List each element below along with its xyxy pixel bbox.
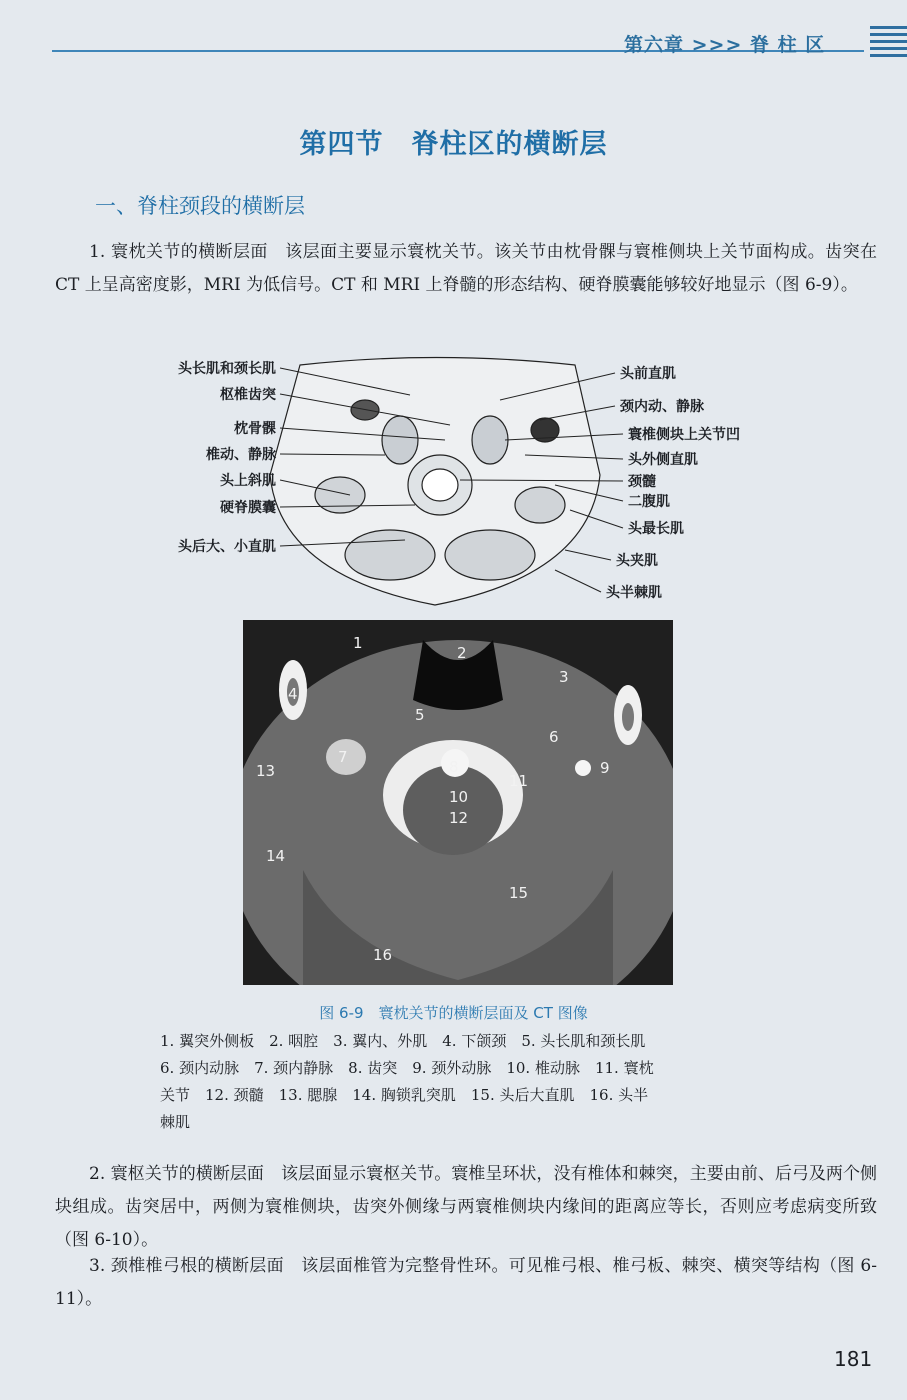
ct-label: 1 [353, 634, 363, 652]
diagram-label-left: 头长肌和颈长肌 [178, 361, 276, 377]
diagram-label-right: 寰椎侧块上关节凹 [628, 427, 740, 443]
legend-line: 关节 12. 颈髓 13. 腮腺 14. 胸锁乳突肌 15. 头后大直肌 16. 头半 [160, 1086, 649, 1104]
ct-image [243, 620, 673, 985]
ct-label: 2 [457, 644, 467, 662]
ct-label: 4 [288, 685, 298, 703]
diagram-label-right: 头外侧直肌 [628, 452, 698, 468]
ct-label: 15 [509, 884, 529, 902]
paragraph-2: 2. 寰枢关节的横断层面 该层面显示寰枢关节。寰椎呈环状，没有椎体和棘突，主要由前、后弓及两个侧块组成。齿突居中，两侧为寰椎侧块，齿突外侧缘与两寰椎侧块内缘间的距离应等长，否则应考虑病变所致（图 6-10）。 [55, 1164, 877, 1250]
page-number: 181 [834, 1347, 873, 1371]
ct-label: 10 [449, 788, 469, 806]
ct-label: 14 [266, 847, 286, 865]
paragraph-1: 1. 寰枕关节的横断层面 该层面主要显示寰枕关节。该关节由枕骨髁与寰椎侧块上关节面构成。齿突在 CT 上呈高密度影，MRI 为低信号。CT 和 MRI 上脊髓的形态结构、硬脊膜囊能够较好地显示（图 6-9）。 [55, 242, 877, 295]
diagram-label-right: 头最长肌 [628, 521, 684, 537]
legend-line: 1. 翼突外侧板 2. 咽腔 3. 翼内、外肌 4. 下颌颈 5. 头长肌和颈长肌 [160, 1032, 646, 1050]
paragraph-3: 3. 颈椎椎弓根的横断层面 该层面椎管为完整骨性环。可见椎弓根、椎弓板、棘突、横突等结构（图 6-11）。 [55, 1256, 877, 1309]
leader-line [555, 570, 601, 592]
ct-label: 16 [373, 946, 393, 964]
ct-label: 12 [449, 809, 469, 827]
diagram-label-right: 头前直肌 [620, 366, 676, 382]
diagram-label-left: 枢椎齿突 [220, 387, 276, 403]
diagram-label-left: 椎动、静脉 [206, 447, 276, 463]
ct-label: 6 [549, 728, 559, 746]
figure-legend [160, 1028, 760, 1136]
diagram-label-right: 颈髓 [628, 474, 656, 490]
subsection-title: 一、脊柱颈段的横断层 [95, 194, 305, 218]
chapter-header: 第六章 >>> 脊 柱 区 [624, 34, 826, 56]
diagram-label-right: 颈内动、静脉 [620, 399, 704, 415]
ct-label: 8 [449, 758, 459, 776]
ct-label: 9 [600, 759, 610, 777]
figure-caption: 图 6-9 寰枕关节的横断层面及 CT 图像 [319, 1004, 588, 1022]
diagram-label-left: 头上斜肌 [220, 473, 276, 489]
legend-line: 6. 颈内动脉 7. 颈内静脉 8. 齿突 9. 颈外动脉 10. 椎动脉 11. 寰枕 [160, 1059, 654, 1077]
diagram-label-left: 硬脊膜囊 [220, 500, 276, 516]
legend-line: 棘肌 [160, 1113, 191, 1131]
ct-label: 7 [338, 748, 348, 766]
leader-line [565, 550, 611, 560]
diagram-label-right: 二腹肌 [628, 494, 670, 510]
ct-label: 3 [559, 668, 569, 686]
diagram-label-right: 头半棘肌 [606, 585, 662, 601]
ct-label: 11 [509, 772, 529, 790]
diagram-label-right: 头夹肌 [616, 553, 658, 569]
diagram-label-left: 头后大、小直肌 [178, 539, 276, 555]
ct-label: 5 [415, 706, 425, 724]
section-title: 第四节 脊柱区的横断层 [299, 129, 608, 160]
diagram-label-left: 枕骨髁 [234, 421, 276, 437]
header-decoration [870, 26, 907, 61]
ct-label: 13 [256, 762, 276, 780]
